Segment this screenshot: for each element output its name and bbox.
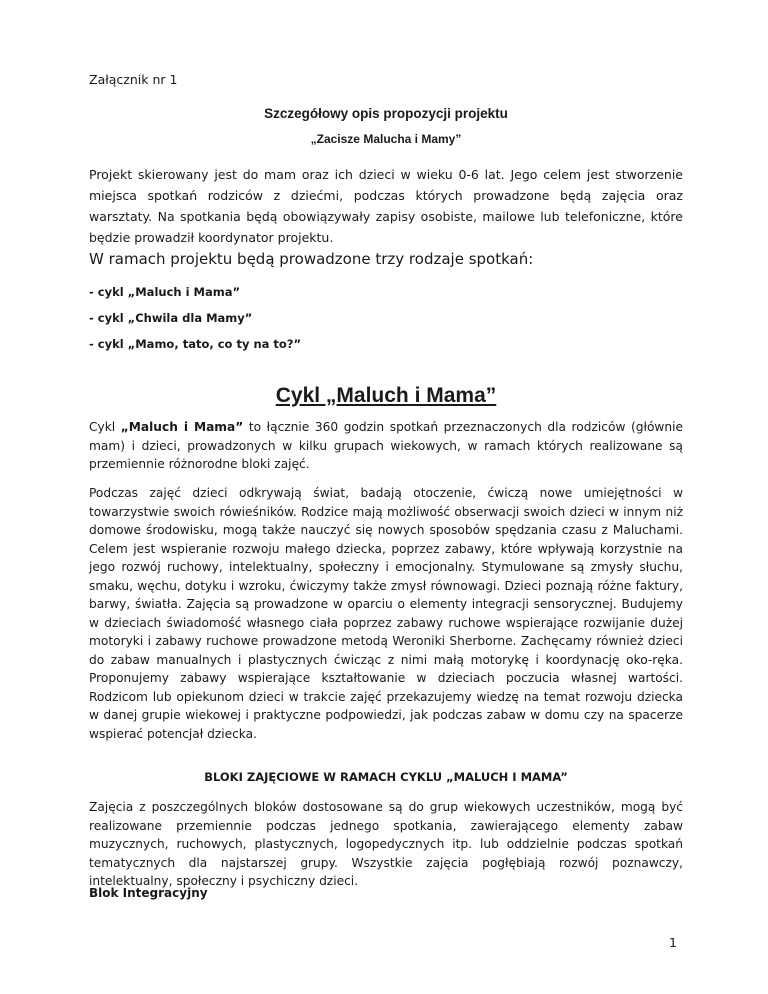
document-page <box>89 0 683 994</box>
section-intro: W ramach projektu będą prowadzone trzy rodzaje spotkań: <box>89 250 534 268</box>
cycle-desc-prefix: Cykl <box>89 420 121 434</box>
cycle-list-item: - cykl „Maluch i Mama” <box>89 285 241 299</box>
cycle-heading: Cykl „Maluch i Mama” <box>275 384 497 407</box>
activities-paragraph: Podczas zajęć dzieci odkrywają świat, badają otoczenie, ćwiczą nowe umiejętności w towarzystwie swoich rówieśników. Rodzice mają możliwość obserwacji swoich dzieci w innym niż domowe środowisku, mogą także nauczyć się nowych sposobów spędzania czasu z Maluchami. Celem jest wspieranie rozwoju małego dziecka, poprzez zabawy, które wpływają korzystnie na jego rozwój ruchowy, intelektualny, społeczny i emocjonalny. Stymulowane są zmysły słuchu, smaku, węchu, dotyku i wzroku, ćwiczymy także zmysł równowagi. Dzieci poznają różne faktury, barwy, światła. Zajęcia są prowadzone w oparciu o elementy integracji sensorycznej. Budujemy w dzieciach świadomość własnego ciała poprzez zabawy ruchowe wspierające rozwijanie dużej motoryki i zabawy ruchowe prowadzone metodą Weroniki Sherborne. Zachęcamy również dzieci do zabaw manualnych i plastycznych ćwicząc z nimi małą motorykę i koordynację oko-ręka. Proponujemy zabawy wspierające kształtowanie w dzieciach poczucia własnej wartości. Rodzicom lub opiekunom dzieci w trakcie zajęć przekazujemy wiedzę na temat rozwoju dziecka w danej grupie wiekowej i praktyczne podpowiedzi, jak podczas zabaw w domu czy na spacerze wspierać potencjał dziecka. <box>89 486 683 741</box>
blocks-heading: BLOKI ZAJĘCIOWE W RAMACH CYKLU „MALUCH I MAMA” <box>204 770 568 784</box>
cycle-desc-name: „Maluch i Mama” <box>120 420 244 434</box>
document-title: Szczegółowy opis propozycji projektu <box>264 106 508 121</box>
cycle-list-item: - cykl „Mamo, tato, co ty na to?” <box>89 337 302 351</box>
project-name: „Zacisze Malucha i Mamy” <box>310 132 462 146</box>
block-title: Blok Integracyjny <box>89 886 208 900</box>
cycle-list-item: - cykl „Chwila dla Mamy” <box>89 311 253 325</box>
blocks-paragraph: Zajęcia z poszczególnych bloków dostosowane są do grup wiekowych uczestników, mogą być realizowane przemiennie podczas jednego spotkania, zawierającego elementy zabaw muzycznych, ruchowych, plastycznych, logopedycznych itp. lub oddzielnie podczas spotkań tematycznych dla najstarszej grupy. Wszystkie zajęcia pogłębiają rozwój poznawczy, intelektualny, społeczny i psychiczny dzieci. <box>89 800 683 888</box>
intro-paragraph: Projekt skierowany jest do mam oraz ich dzieci w wieku 0-6 lat. Jego celem jest stworzenie miejsca spotkań rodziców z dziećmi, podczas których prowadzone będą zajęcia oraz warsztaty. Na spotkania będą obowiązywały zapisy osobiste, mailowe lub telefoniczne, które będzie prowadził koordynator projektu. <box>89 167 683 245</box>
cycle-desc-rest: to łącznie 360 godzin spotkań przeznaczonych dla rodziców (głównie mam) i dzieci, prowadzonych w kilku grupach wiekowych, w ramach których realizowane są przemiennie różnorodne bloki zajęć. <box>89 420 683 471</box>
cycle-description <box>89 418 683 474</box>
attachment-label: Załącznik nr 1 <box>89 72 178 87</box>
page-number: 1 <box>669 935 677 950</box>
